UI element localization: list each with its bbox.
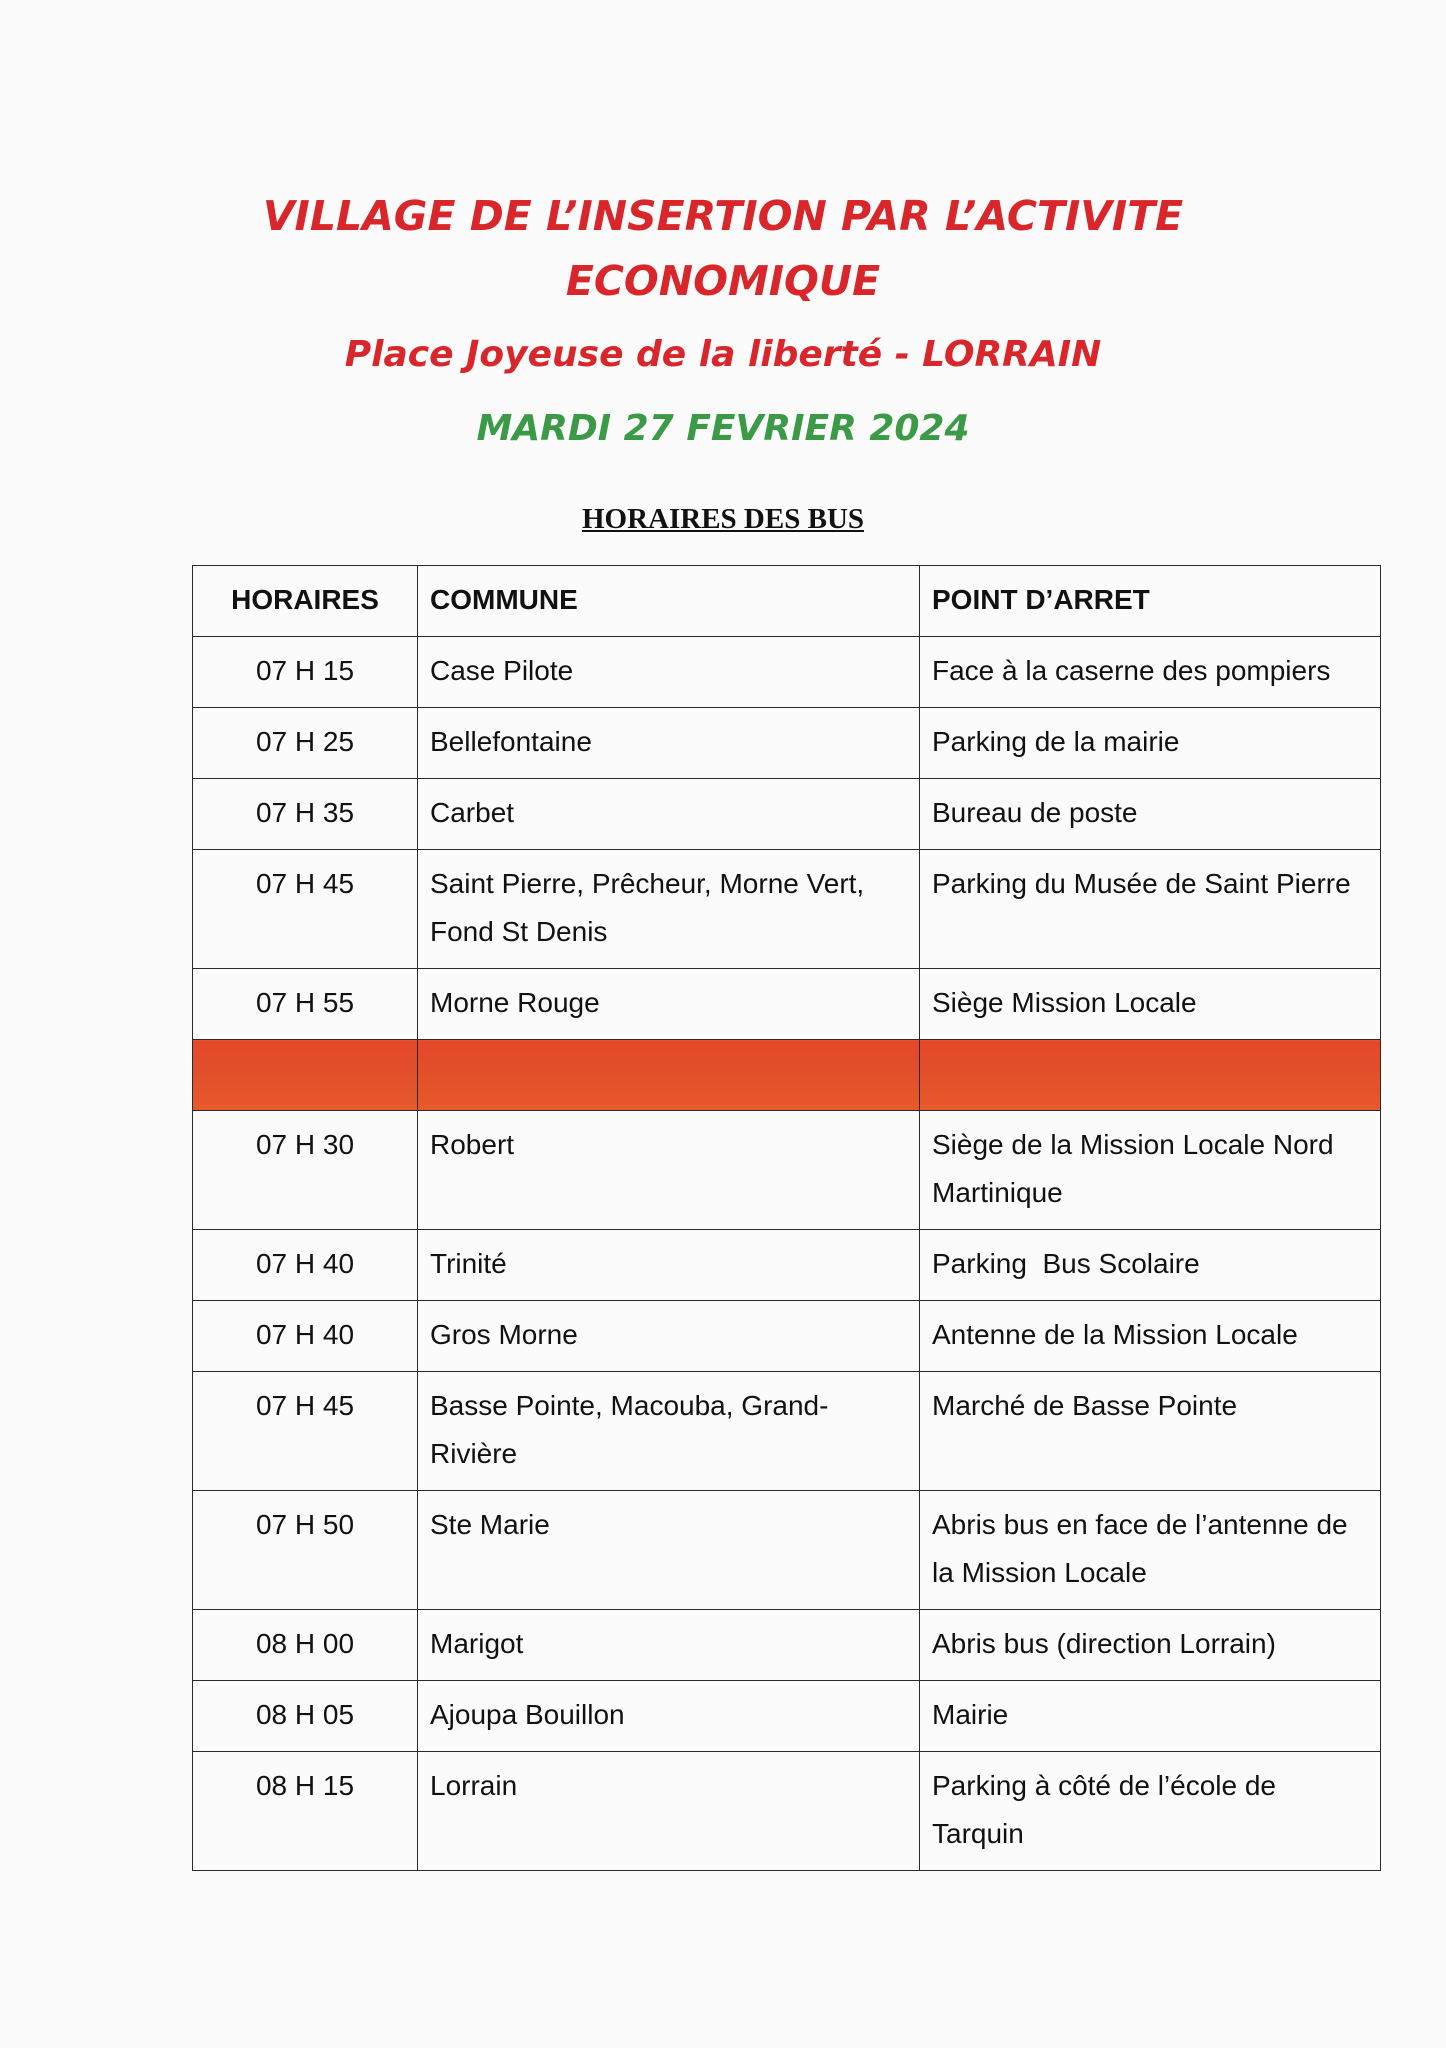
row-time: 07 H 15 bbox=[193, 637, 418, 708]
table-row bbox=[193, 1230, 1381, 1301]
row-time: 07 H 35 bbox=[193, 779, 418, 850]
header-point-arret: POINT D’ARRET bbox=[920, 566, 1381, 637]
table-row bbox=[193, 850, 1381, 969]
row-stop: Mairie bbox=[920, 1681, 1381, 1752]
separator-cell bbox=[418, 1040, 920, 1111]
row-commune: Basse Pointe, Macouba, Grand-Rivière bbox=[418, 1372, 920, 1491]
row-stop: Abris bus en face de l’antenne de la Mission Locale bbox=[920, 1491, 1381, 1610]
row-commune: Marigot bbox=[418, 1610, 920, 1681]
row-stop: Abris bus (direction Lorrain) bbox=[920, 1610, 1381, 1681]
separator-row bbox=[193, 1040, 1381, 1111]
table-row bbox=[193, 637, 1381, 708]
row-stop: Face à la caserne des pompiers bbox=[920, 637, 1381, 708]
row-commune: Robert bbox=[418, 1111, 920, 1230]
row-time: 07 H 45 bbox=[193, 1372, 418, 1491]
table-row bbox=[193, 1491, 1381, 1610]
row-time: 08 H 05 bbox=[193, 1681, 418, 1752]
row-commune: Trinité bbox=[418, 1230, 920, 1301]
row-commune: Case Pilote bbox=[418, 637, 920, 708]
header-commune: COMMUNE bbox=[418, 566, 920, 637]
table-row bbox=[193, 708, 1381, 779]
row-time: 07 H 25 bbox=[193, 708, 418, 779]
row-time: 07 H 55 bbox=[193, 969, 418, 1040]
table-row bbox=[193, 1752, 1381, 1871]
row-stop: Marché de Basse Pointe bbox=[920, 1372, 1381, 1491]
row-commune: Ajoupa Bouillon bbox=[418, 1681, 920, 1752]
row-stop: Parking de la mairie bbox=[920, 708, 1381, 779]
bus-schedule-table bbox=[192, 565, 1381, 1871]
row-commune: Bellefontaine bbox=[418, 708, 920, 779]
table-row bbox=[193, 1610, 1381, 1681]
separator-cell bbox=[193, 1040, 418, 1111]
row-commune: Lorrain bbox=[418, 1752, 920, 1871]
row-stop: Siège de la Mission Locale Nord Martinique bbox=[920, 1111, 1381, 1230]
row-commune: Gros Morne bbox=[418, 1301, 920, 1372]
row-time: 07 H 45 bbox=[193, 850, 418, 969]
row-time: 07 H 40 bbox=[193, 1230, 418, 1301]
row-time: 07 H 50 bbox=[193, 1491, 418, 1610]
table-header-row bbox=[193, 566, 1381, 637]
row-time: 07 H 30 bbox=[193, 1111, 418, 1230]
row-stop: Parking Bus Scolaire bbox=[920, 1230, 1381, 1301]
table-row bbox=[193, 1372, 1381, 1491]
table-row bbox=[193, 779, 1381, 850]
event-location: Place Joyeuse de la liberté - LORRAIN bbox=[344, 334, 1102, 375]
separator-cell bbox=[920, 1040, 1381, 1111]
table-row bbox=[193, 1681, 1381, 1752]
table-row bbox=[193, 969, 1381, 1040]
row-stop: Antenne de la Mission Locale bbox=[920, 1301, 1381, 1372]
row-time: 08 H 15 bbox=[193, 1752, 418, 1871]
header-horaires: HORAIRES bbox=[193, 566, 418, 637]
event-date: MARDI 27 FEVRIER 2024 bbox=[476, 408, 970, 449]
row-stop: Parking à côté de l’école de Tarquin bbox=[920, 1752, 1381, 1871]
table-row bbox=[193, 1111, 1381, 1230]
title-line-2: ECONOMIQUE bbox=[565, 257, 881, 305]
row-commune: Ste Marie bbox=[418, 1491, 920, 1610]
table-row bbox=[193, 1301, 1381, 1372]
row-commune: Saint Pierre, Prêcheur, Morne Vert, Fond St Denis bbox=[418, 850, 920, 969]
row-commune: Morne Rouge bbox=[418, 969, 920, 1040]
title-line-1: VILLAGE DE L’INSERTION PAR L’ACTIVITE bbox=[262, 192, 1184, 240]
row-stop: Bureau de poste bbox=[920, 779, 1381, 850]
row-commune: Carbet bbox=[418, 779, 920, 850]
row-time: 08 H 00 bbox=[193, 1610, 418, 1681]
row-stop: Parking du Musée de Saint Pierre bbox=[920, 850, 1381, 969]
section-title: HORAIRES DES BUS bbox=[581, 503, 865, 535]
row-stop: Siège Mission Locale bbox=[920, 969, 1381, 1040]
row-time: 07 H 40 bbox=[193, 1301, 418, 1372]
